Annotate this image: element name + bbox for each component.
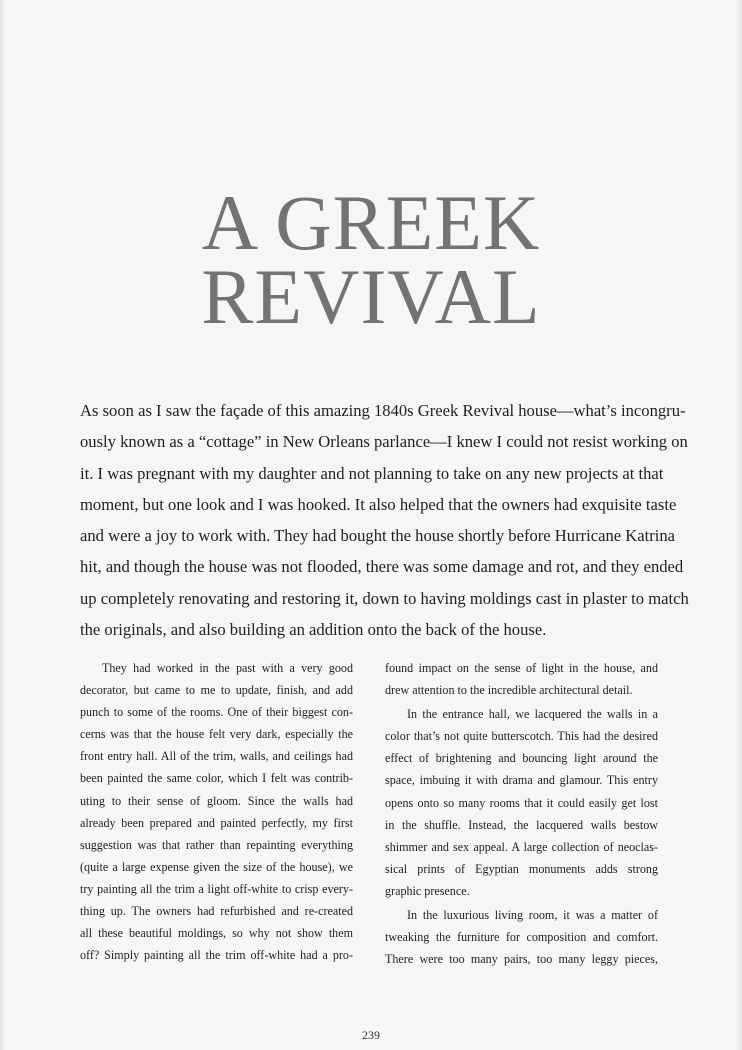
body-line: in the shuffle. Instead, the lacquered walls bestow — [385, 817, 658, 832]
body-line: try painting all the trim a light off-white to crisp every- — [80, 881, 353, 896]
body-line: found impact on the sense of light in the house, and — [385, 661, 658, 675]
body-line: drew attention to the incredible architectural detail. — [385, 683, 633, 698]
body-line: shimmer and sex appeal. A large collection of neoclas- — [385, 839, 658, 854]
intro-line: it. I was pregnant with my daughter and not planning to take on any new projects at that — [80, 463, 664, 483]
body-line: color that’s not quite butterscotch. This had the desired — [385, 729, 658, 744]
intro-line: ously known as a “cottage” in New Orleans parlance—I knew I could not resist working on — [80, 432, 688, 452]
body-column-left — [80, 657, 353, 966]
body-line: uting to their sense of gloom. Since the walls had — [80, 793, 353, 808]
body-line: thing up. The owners had refurbished and re-created — [80, 904, 353, 919]
intro-line: the originals, and also building an addition onto the back of the house. — [80, 620, 547, 640]
intro-line: moment, but one look and I was hooked. It also helped that the owners had exquisite taste — [80, 494, 677, 514]
body-line: There were too many pairs, too many leggy pieces, — [385, 952, 658, 967]
page-edge-left — [0, 0, 6, 1050]
body-line: In the luxurious living room, it was a matter of — [407, 908, 658, 923]
body-line: graphic presence. — [385, 883, 470, 898]
body-line: effect of brightening and bouncing light around the — [385, 751, 658, 766]
body-line: all these beautiful moldings, so why not show them — [80, 926, 353, 941]
body-line: decorator, but came to me to update, finish, and add — [80, 683, 353, 698]
body-line: already been prepared and painted perfectly, my first — [80, 815, 353, 830]
body-line: been painted the same color, which I felt was contrib- — [80, 771, 353, 786]
page-edge-right — [736, 0, 742, 1050]
body-line: opens onto so many rooms that it could easily get lost — [385, 795, 658, 810]
body-line: They had worked in the past with a very good — [102, 661, 353, 675]
body-line: space, imbuing it with drama and glamour. This entry — [385, 773, 658, 788]
body-line: (quite a large expense given the size of the house), we — [80, 859, 353, 874]
chapter-title-line-2: REVIVAL — [201, 253, 541, 340]
intro-line: and were a joy to work with. They had bought the house shortly before Hurricane Katrina — [80, 526, 676, 546]
chapter-title-line-1: A GREEK — [201, 179, 541, 266]
body-line: suggestion was that rather than repainting everything — [80, 837, 353, 852]
body-line: off? Simply painting all the trim off-white had a pro- — [80, 948, 353, 963]
body-line: sical prints of Egyptian monuments adds strong — [385, 861, 658, 876]
page-number: 239 — [362, 1028, 380, 1042]
body-line: tweaking the furniture for composition and comfort. — [385, 930, 658, 945]
intro-line: As soon as I saw the façade of this amazing 1840s Greek Revival house—what’s incongru- — [80, 401, 686, 420]
intro-paragraph — [80, 395, 689, 645]
body-line: front entry hall. All of the trim, walls, and ceilings had — [80, 749, 353, 764]
intro-line: hit, and though the house was not flooded, there was some damage and rot, and they ended — [80, 557, 684, 577]
body-line: cerns was that the house felt very dark, especially the — [80, 727, 353, 742]
intro-line: up completely renovating and restoring it, down to having moldings cast in plaster to match — [80, 588, 689, 608]
body-column-right — [385, 657, 658, 970]
body-line: punch to some of the rooms. One of their biggest con- — [80, 705, 353, 720]
body-line: In the entrance hall, we lacquered the walls in a — [407, 707, 658, 722]
